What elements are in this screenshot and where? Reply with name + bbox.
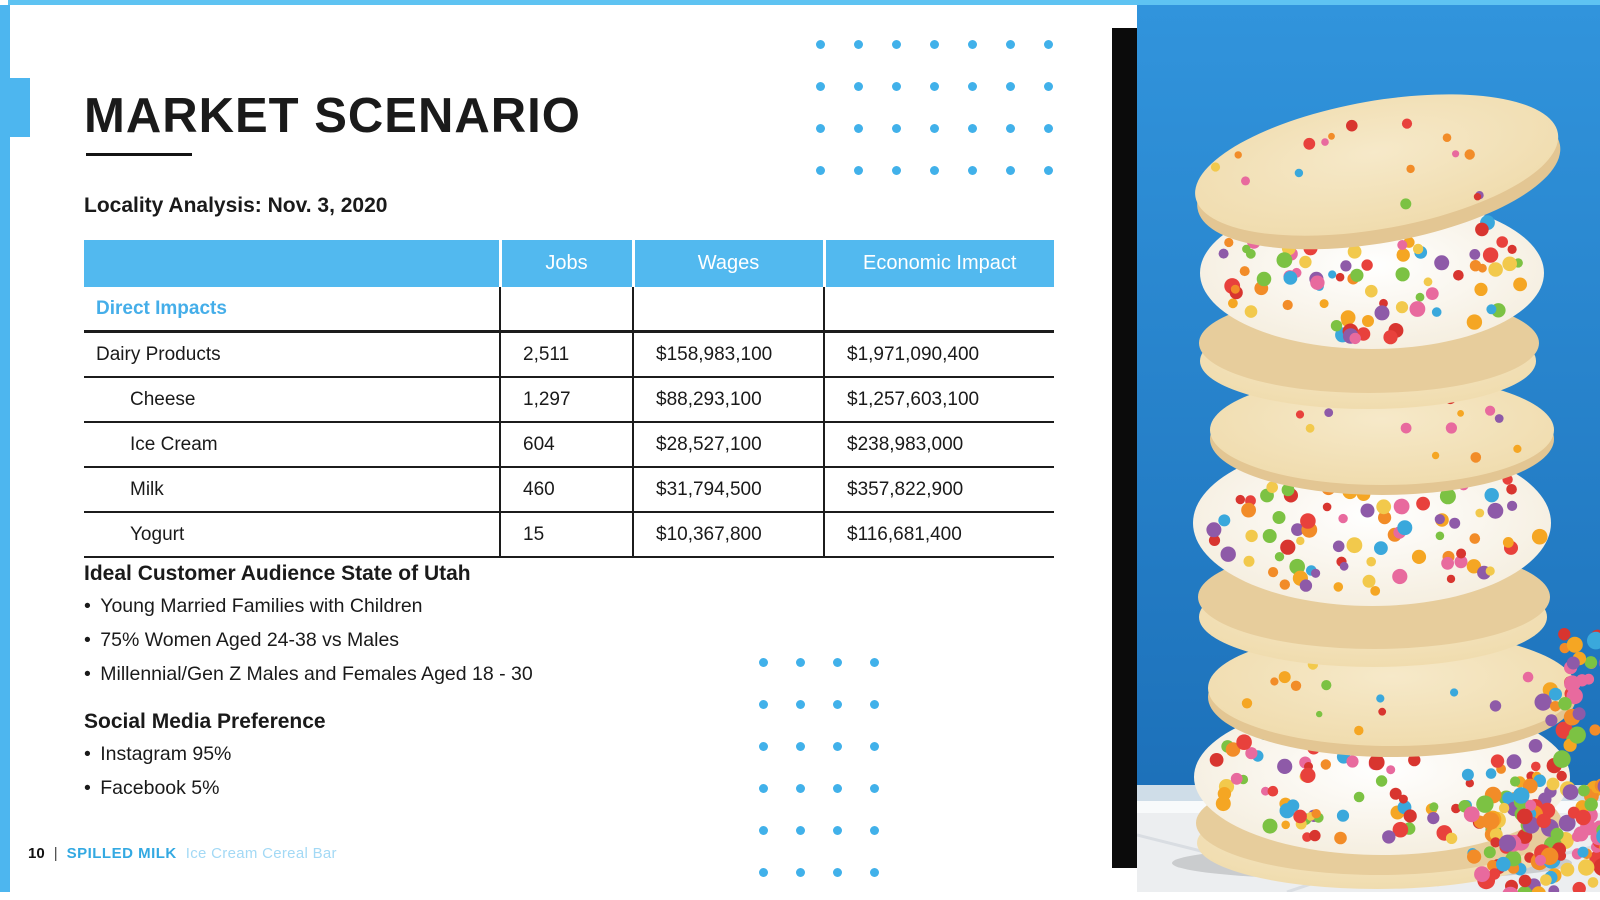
dot xyxy=(833,700,842,709)
dot xyxy=(1044,166,1053,175)
dot xyxy=(854,40,863,49)
list-item: • Millennial/Gen Z Males and Females Aged 18 - 30 xyxy=(84,663,533,686)
row-value xyxy=(500,287,633,332)
row-value xyxy=(824,287,1054,332)
dot xyxy=(930,40,939,49)
row-value: $28,527,100 xyxy=(633,422,824,467)
row-label: Yogurt xyxy=(84,512,500,557)
dot xyxy=(930,166,939,175)
dot xyxy=(870,826,879,835)
dot xyxy=(870,868,879,877)
dot xyxy=(968,82,977,91)
dot xyxy=(1044,124,1053,133)
page-number: 10 xyxy=(28,845,45,862)
dot xyxy=(1006,40,1015,49)
dot xyxy=(816,82,825,91)
left-accent-strip xyxy=(0,5,10,892)
dot xyxy=(759,826,768,835)
row-label: Ice Cream xyxy=(84,422,500,467)
row-value xyxy=(633,287,824,332)
dot xyxy=(1006,82,1015,91)
dot xyxy=(833,868,842,877)
title-underline xyxy=(86,153,192,156)
dot xyxy=(870,658,879,667)
dot xyxy=(892,82,901,91)
dot xyxy=(870,700,879,709)
dot xyxy=(796,826,805,835)
dot xyxy=(892,124,901,133)
column-header-jobs: Jobs xyxy=(500,240,633,287)
list-item: • 75% Women Aged 24-38 vs Males xyxy=(84,629,533,652)
table-row xyxy=(84,332,1054,378)
audience-list xyxy=(84,595,533,686)
dot xyxy=(833,784,842,793)
row-value: $1,971,090,400 xyxy=(824,332,1054,378)
audience-heading: Ideal Customer Audience State of Utah xyxy=(84,562,471,585)
dot xyxy=(870,742,879,751)
table-row xyxy=(84,467,1054,512)
dot xyxy=(854,82,863,91)
row-value: $10,367,800 xyxy=(633,512,824,557)
dot-grid-bottom xyxy=(759,658,879,877)
row-value: $1,257,603,100 xyxy=(824,377,1054,422)
dot xyxy=(968,166,977,175)
dot xyxy=(892,166,901,175)
dot xyxy=(816,166,825,175)
table-row xyxy=(84,512,1054,557)
dot xyxy=(968,40,977,49)
dot xyxy=(833,742,842,751)
dot xyxy=(759,658,768,667)
row-value: 1,297 xyxy=(500,377,633,422)
table-header-row xyxy=(84,240,1054,287)
row-label: Dairy Products xyxy=(84,332,500,378)
left-accent-square xyxy=(0,78,30,137)
row-label: Direct Impacts xyxy=(84,287,500,332)
row-value: $88,293,100 xyxy=(633,377,824,422)
dot xyxy=(892,40,901,49)
table-row xyxy=(84,422,1054,467)
dot xyxy=(833,826,842,835)
social-heading: Social Media Preference xyxy=(84,710,326,733)
subtitle: Locality Analysis: Nov. 3, 2020 xyxy=(84,194,388,217)
table-row xyxy=(84,287,1054,332)
brand-tagline: Ice Cream Cereal Bar xyxy=(185,845,337,862)
social-section xyxy=(84,710,326,811)
dot xyxy=(759,700,768,709)
row-value: $238,983,000 xyxy=(824,422,1054,467)
column-header-economic-impact: Economic Impact xyxy=(824,240,1054,287)
row-value: 15 xyxy=(500,512,633,557)
dot xyxy=(816,40,825,49)
table-row xyxy=(84,377,1054,422)
row-value: 604 xyxy=(500,422,633,467)
photo-black-offset-bar xyxy=(1112,28,1137,868)
dot xyxy=(854,166,863,175)
dot xyxy=(870,784,879,793)
row-value: 460 xyxy=(500,467,633,512)
page-title: MARKET SCENARIO xyxy=(84,89,581,143)
audience-section xyxy=(84,562,533,697)
list-item: • Young Married Families with Children xyxy=(84,595,533,618)
dot xyxy=(854,124,863,133)
impact-table-body xyxy=(84,287,1054,557)
dot xyxy=(816,124,825,133)
dot xyxy=(796,700,805,709)
column-header-blank xyxy=(84,240,500,287)
brand-name: SPILLED MILK xyxy=(66,845,177,862)
column-header-wages: Wages xyxy=(633,240,824,287)
dot-grid-top xyxy=(816,40,1053,175)
row-label: Milk xyxy=(84,467,500,512)
social-list xyxy=(84,743,326,800)
row-value: $116,681,400 xyxy=(824,512,1054,557)
row-value: $31,794,500 xyxy=(633,467,824,512)
dot xyxy=(759,868,768,877)
list-item: • Facebook 5% xyxy=(84,777,326,800)
dot xyxy=(796,658,805,667)
dot xyxy=(930,124,939,133)
impact-table xyxy=(84,240,1054,558)
ice-cream-sandwich-photo xyxy=(1137,5,1600,892)
list-item: • Instagram 95% xyxy=(84,743,326,766)
dot xyxy=(796,868,805,877)
row-value: $158,983,100 xyxy=(633,332,824,378)
dot xyxy=(796,784,805,793)
dot xyxy=(1044,82,1053,91)
dot xyxy=(759,784,768,793)
footer-separator: | xyxy=(53,845,58,862)
dot xyxy=(968,124,977,133)
row-value: 2,511 xyxy=(500,332,633,378)
footer xyxy=(28,845,337,862)
dot xyxy=(1006,124,1015,133)
dot xyxy=(930,82,939,91)
row-label: Cheese xyxy=(84,377,500,422)
row-value: $357,822,900 xyxy=(824,467,1054,512)
dot xyxy=(833,658,842,667)
dot xyxy=(796,742,805,751)
dot xyxy=(1006,166,1015,175)
dot xyxy=(1044,40,1053,49)
dot xyxy=(759,742,768,751)
